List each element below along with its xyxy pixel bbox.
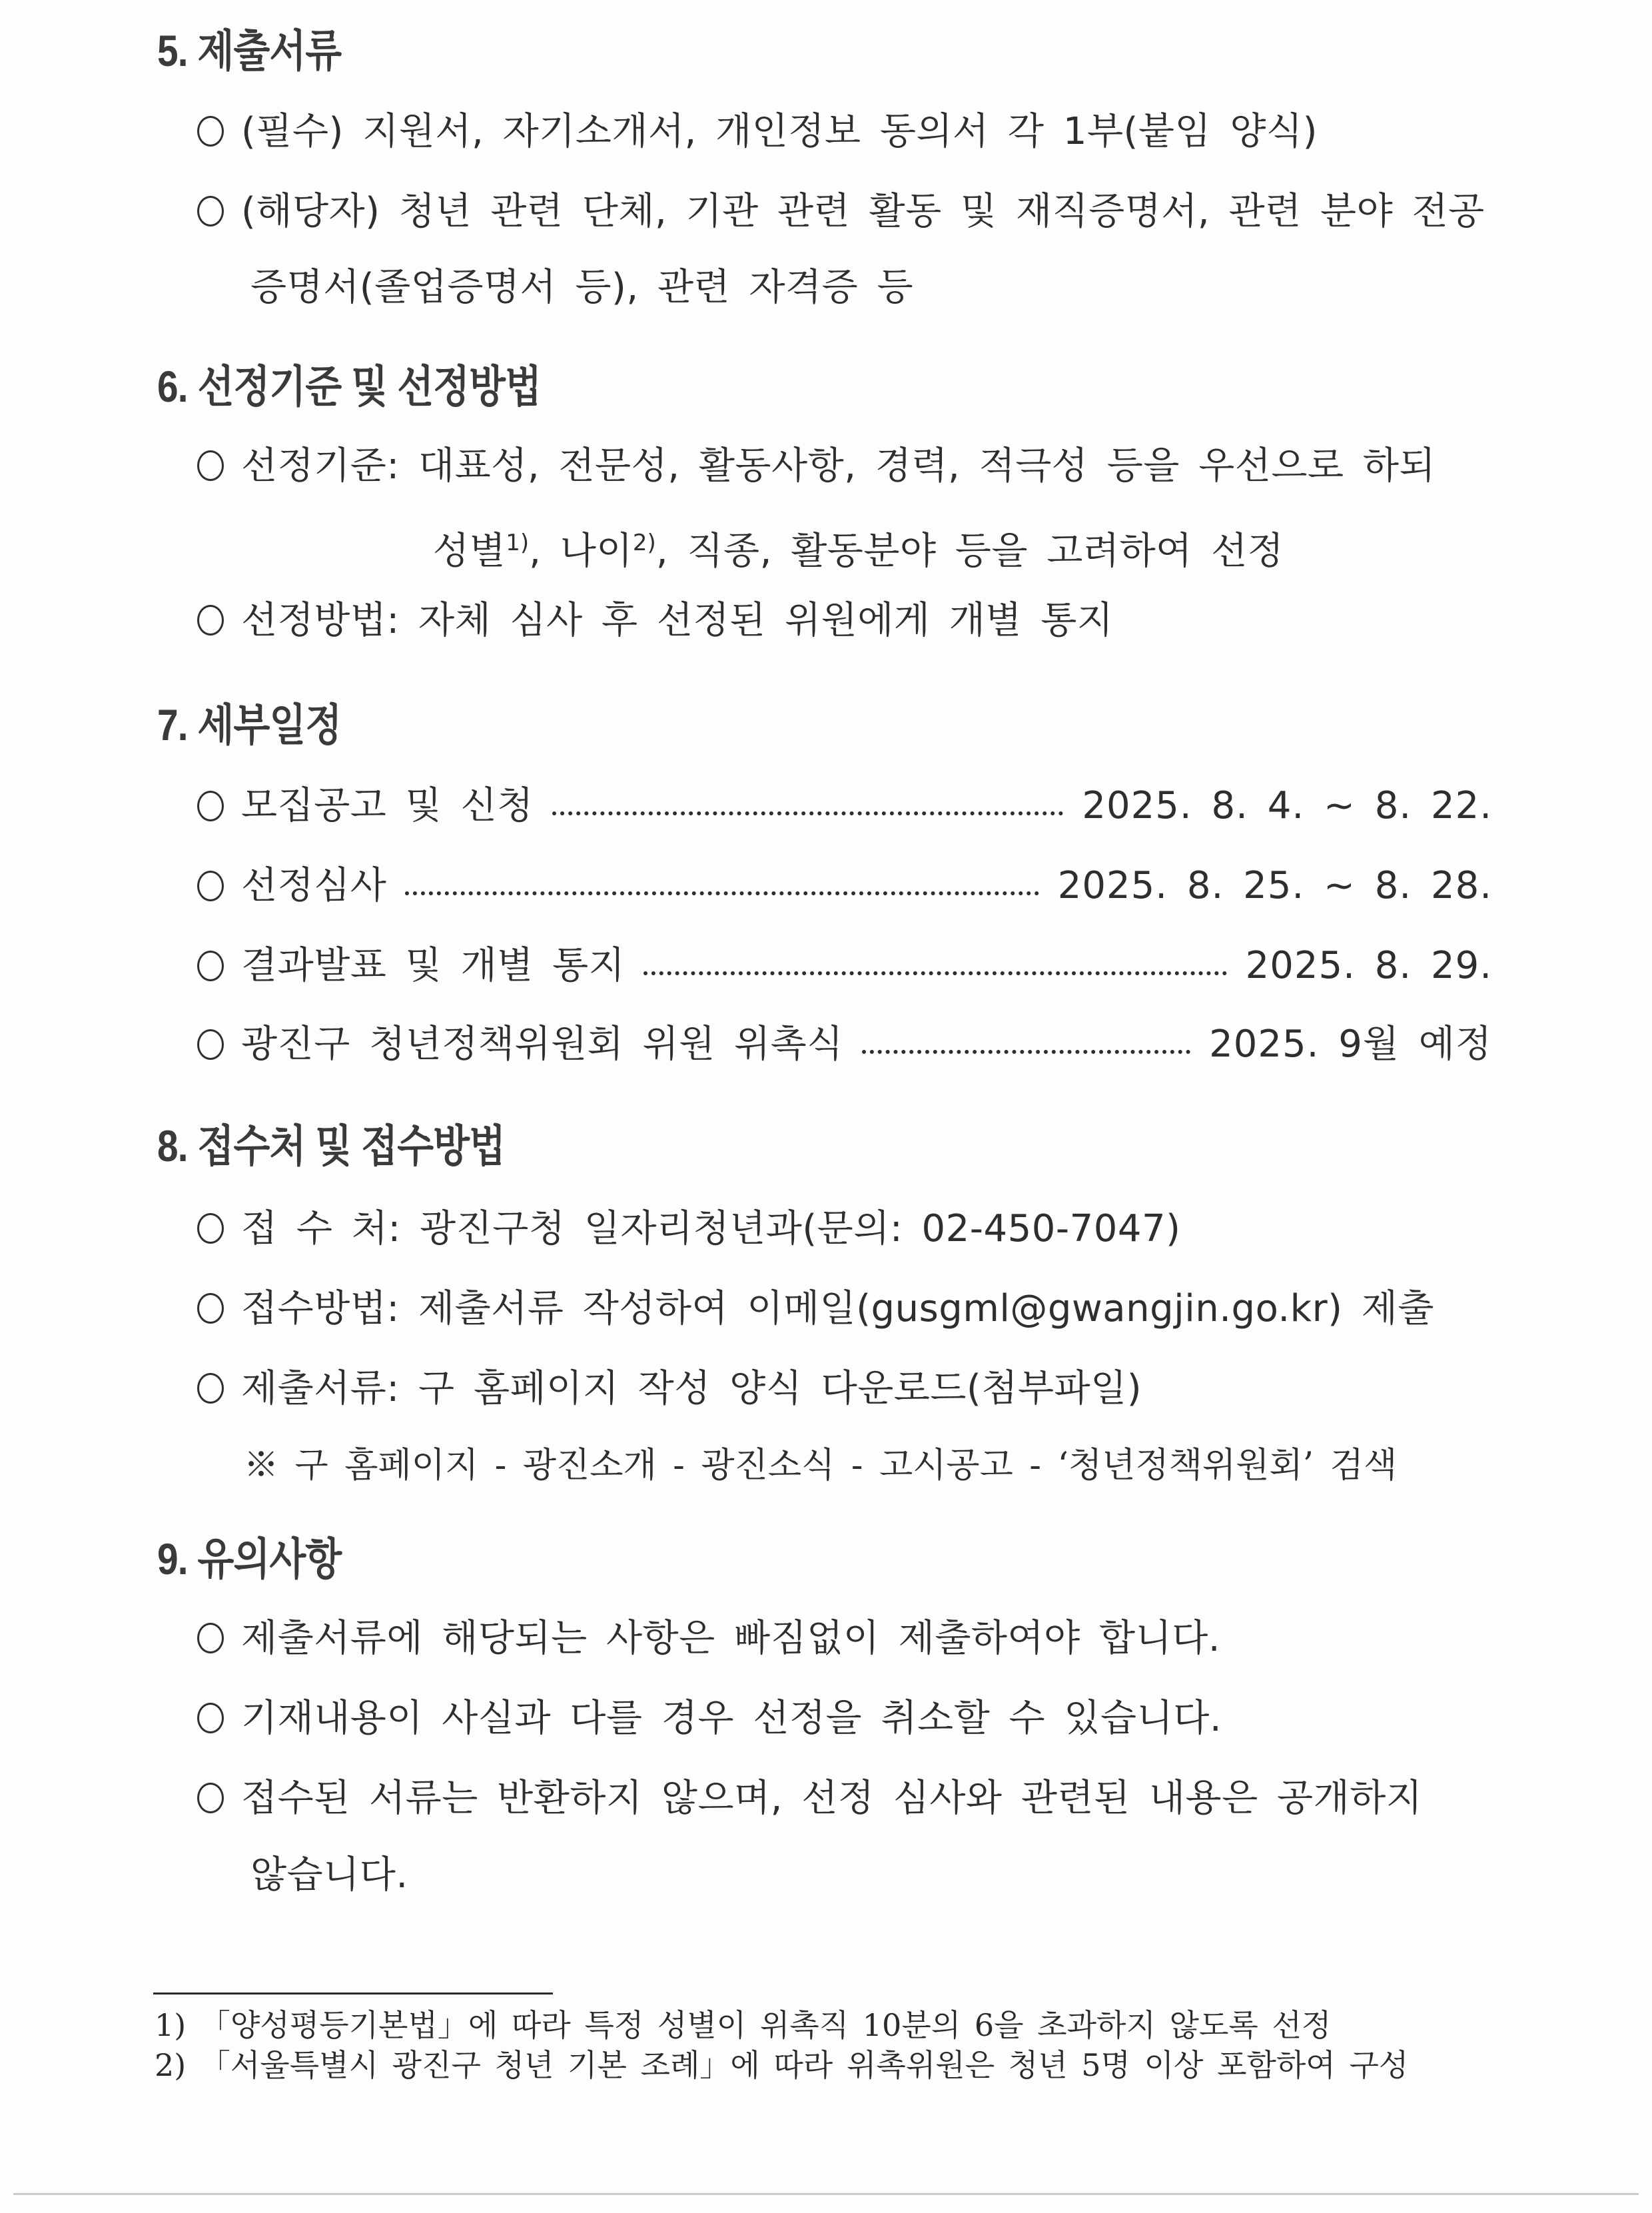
footnote-1: 1) 「양성평등기본법」에 따라 특정 성별이 위촉직 10분의 6을 초과하지 않도록 선정 (155, 2007, 1332, 2043)
footnote-ref-1[interactable]: 1) (506, 530, 530, 556)
circle-bullet-icon (197, 1783, 224, 1813)
circle-bullet-icon (197, 1703, 224, 1733)
continuation-text: 성별 (433, 530, 506, 573)
continuation-text: , 나이 (529, 530, 633, 573)
homepage-path-note: ※ 구 홈페이지 - 광진소개 - 광진소식 - 고시공고 - ‘청년정책위원회’ 검색 (244, 1446, 1398, 1486)
dot-leader (643, 965, 1226, 975)
circle-bullet-icon (197, 116, 224, 147)
footnote-2: 2) 「서울특별시 광진구 청년 기본 조례」에 따라 위촉위원은 청년 5명 이상 포함하여 구성 (155, 2047, 1409, 2083)
footnote-divider (153, 1992, 553, 1994)
schedule-label: 모집공고 및 신청 (241, 784, 534, 827)
list-item-continuation: 않습니다. (250, 1853, 408, 1897)
section-heading-7: 7. 세부일정 (157, 700, 342, 749)
list-item-text: 선정기준: 대표성, 전문성, 활동사항, 경력, 적극성 등을 우선으로 하되 (241, 444, 1436, 488)
circle-bullet-icon (197, 450, 224, 481)
section-heading-6: 6. 선정기준 및 선정방법 (157, 362, 542, 411)
list-item (197, 1202, 1180, 1256)
schedule-label: 결과발표 및 개별 통지 (241, 944, 625, 987)
list-item-text: 선정방법: 자체 심사 후 선정된 위원에게 개별 통지 (241, 599, 1114, 642)
list-item-text: 접 수 처: 광진구청 일자리청년과(문의: 02-450-7047) (241, 1207, 1181, 1250)
circle-bullet-icon (197, 1029, 224, 1060)
list-item (197, 1692, 1222, 1745)
list-item-continuation (433, 516, 1284, 578)
circle-bullet-icon (197, 871, 224, 901)
list-item (197, 1612, 1220, 1665)
dot-leader (405, 885, 1038, 895)
list-item (197, 105, 1318, 159)
list-item-text: 접수방법: 제출서류 작성하여 이메일(gusgml@gwangjin.go.kr) 제출 (241, 1287, 1434, 1330)
schedule-label: 광진구 청년정책위원회 위원 위촉식 (241, 1023, 843, 1066)
list-item (197, 440, 1436, 493)
schedule-row (197, 939, 1492, 993)
list-item-text: 제출서류에 해당되는 사항은 빠짐없이 제출하여야 합니다. (241, 1617, 1221, 1660)
circle-bullet-icon (197, 791, 224, 821)
list-item-text: 접수된 서류는 반환하지 않으며, 선정 심사와 관련된 내용은 공개하지 (241, 1777, 1423, 1820)
list-item-text: 제출서류: 구 홈페이지 작성 양식 다운로드(첨부파일) (241, 1367, 1142, 1410)
schedule-date: 2025. 8. 29. (1245, 944, 1492, 987)
dot-leader (862, 1043, 1190, 1054)
schedule-date: 2025. 8. 4. ~ 8. 22. (1082, 784, 1492, 827)
list-item (197, 1772, 1422, 1825)
schedule-label: 선정심사 (241, 864, 387, 907)
circle-bullet-icon (197, 605, 224, 636)
schedule-row (197, 859, 1492, 913)
section-heading-8: 8. 접수처 및 접수방법 (157, 1121, 506, 1170)
dot-leader (552, 805, 1064, 815)
list-item-text: (필수) 지원서, 자기소개서, 개인정보 동의서 각 1부(붙임 양식) (241, 110, 1318, 153)
list-item (197, 1362, 1142, 1416)
list-item-text: 기재내용이 사실과 다를 경우 선정을 취소할 수 있습니다. (241, 1697, 1222, 1740)
schedule-row (197, 1018, 1492, 1071)
list-item-text: (해당자) 청년 관련 단체, 기관 관련 활동 및 재직증명서, 관련 분야 전공 (241, 190, 1485, 233)
list-item (197, 594, 1113, 648)
circle-bullet-icon (197, 1623, 224, 1653)
list-item (197, 1282, 1434, 1336)
continuation-text: , 직종, 활동분야 등을 고려하여 선정 (655, 530, 1284, 573)
section-heading-9: 9. 유의사항 (157, 1534, 342, 1583)
circle-bullet-icon (197, 951, 224, 981)
list-item (197, 185, 1485, 238)
page-bottom-edge (13, 2193, 1639, 2195)
circle-bullet-icon (197, 1213, 224, 1244)
circle-bullet-icon (197, 196, 224, 226)
circle-bullet-icon (197, 1373, 224, 1404)
schedule-date: 2025. 9월 예정 (1209, 1023, 1492, 1066)
schedule-date: 2025. 8. 25. ~ 8. 28. (1057, 864, 1492, 907)
footnote-ref-2[interactable]: 2) (632, 530, 656, 556)
section-heading-5: 5. 제출서류 (157, 26, 342, 75)
list-item-continuation: 증명서(졸업증명서 등), 관련 자격증 등 (250, 266, 914, 309)
schedule-row (197, 779, 1492, 833)
circle-bullet-icon (197, 1293, 224, 1324)
